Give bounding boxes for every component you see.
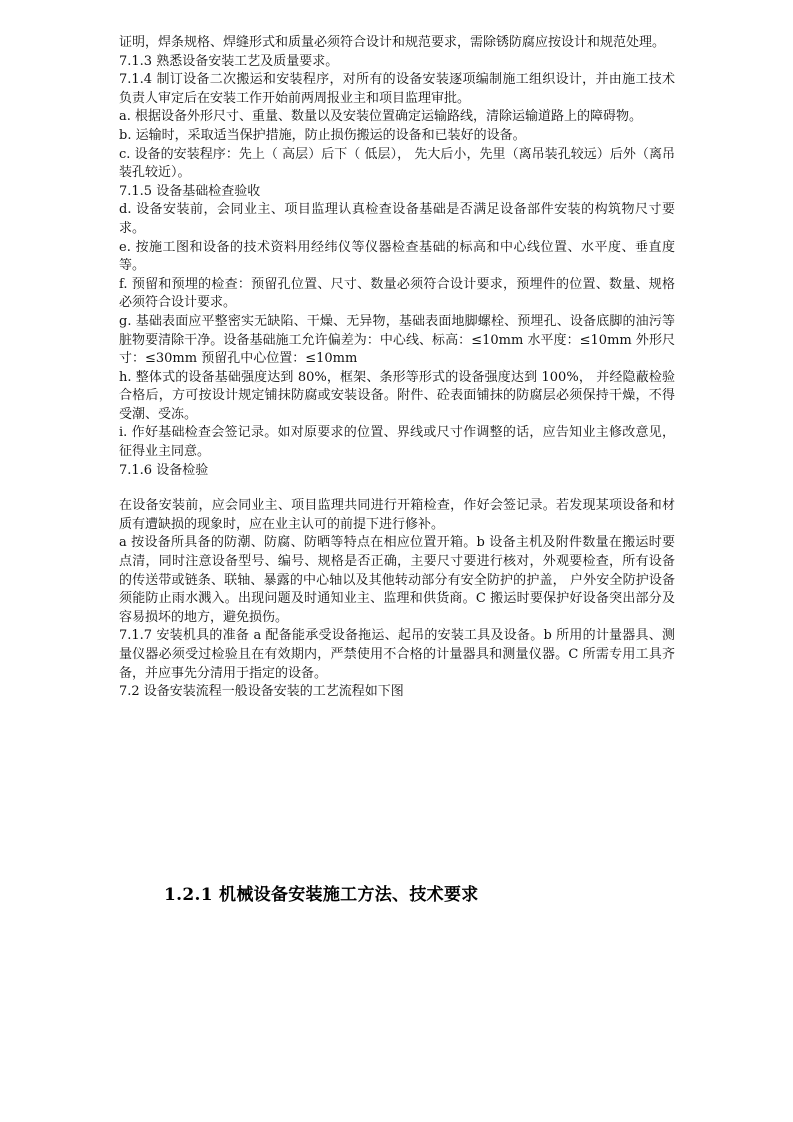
blank-line bbox=[119, 480, 675, 497]
paragraph-9: e. 按施工图和设备的技术资料用经纬仪等仪器检查基础的标高和中心线位置、水平度、垂直度等。 bbox=[119, 239, 675, 274]
paragraph-7: 7.1.5 设备基础检查验收 bbox=[119, 183, 261, 199]
paragraph-4: a. 根据设备外形尺寸、重量、数量以及安装位置确定运输路线，清除运输道路上的障碍物。 bbox=[119, 109, 643, 125]
paragraph-1: 证明，焊条规格、焊缝形式和质量必须符合设计和规范要求，需除锈防腐应按设计和规范处理。 bbox=[119, 35, 666, 50]
paragraph-11: g. 基础表面应平整密实无缺陷、干燥、无异物，基础表面地脚螺栓、预埋孔、设备底脚的油污等脏物要清除干净。设备基础施工允许偏差为：中心线、标高：≤10mm 水平度：≤10mm 外形尺寸：≤30mm 预留孔中心位置：≤10mm bbox=[119, 313, 675, 367]
paragraph-16: 在设备安装前，应会同业主、项目监理共同进行开箱检查，作好会签记录。若发现某项设备和材质有遭缺损的现象时，应在业主认可的前提下进行修补。 bbox=[119, 498, 675, 532]
paragraph-18: 7.1.7 安装机具的准备 a 配备能承受设备拖运、起吊的安装工具及设备。b 所用的计量器具、测量仪器必须受过检验且在有效期内，严禁使用不合格的计量器具和测量仪器。C 所需专用工具齐备，并应事先分清用于指定的设备。 bbox=[119, 628, 675, 681]
paragraph-6: c. 设备的安装程序：先上（ 高层）后下（ 低层）， 先大后小，先里（离吊装孔较远）后外（离吊装孔较近）。 bbox=[119, 146, 675, 181]
document-body bbox=[119, 34, 675, 702]
section-heading: 1.2.1 机械设备安装施工方法、技术要求 bbox=[164, 885, 479, 905]
paragraph-14: 7.1.6 设备检验 bbox=[119, 462, 209, 478]
paragraph-19: 7.2 设备安装流程一般设备安装的工艺流程如下图 bbox=[119, 684, 404, 700]
paragraph-2: 7.1.3 熟悉设备安装工艺及质量要求。 bbox=[119, 53, 339, 69]
paragraph-8: d. 设备安装前，会同业主、项目监理认真检查设备基础是否满足设备部件安装的构筑物尺寸要求。 bbox=[119, 202, 675, 236]
paragraph-10: f. 预留和预埋的检查：预留孔位置、尺寸、数量必须符合设计要求，预埋件的位置、数量、规格必须符合设计要求。 bbox=[119, 276, 675, 311]
paragraph-17: a 按设备所具备的防潮、防腐、防晒等特点在相应位置开箱。b 设备主机及附件数量在搬运时要点清，同时注意设备型号、编号、规格是否正确，主要尺寸要进行核对，外观要检查，所有设备的传送带或链条、联轴、暴露的中心轴以及其他转动部分有安全防护的护盖， 户外安全防护设备须能防止雨水溅入。出现问题及时通知业主、监理和供货商。C 搬运时要保护好设备突出部分及容易损坏的地方，避免损伤。 bbox=[119, 535, 675, 625]
paragraph-5: b. 运输时，采取适当保护措施，防止损伤搬运的设备和已装好的设备。 bbox=[119, 127, 526, 143]
paragraph-13: i. 作好基础检查会签记录。如对原要求的位置、界线或尺寸作调整的话，应告知业主修改意见，征得业主同意。 bbox=[119, 425, 675, 460]
paragraph-3: 7.1.4 制订设备二次搬运和安装程序，对所有的设备安装逐项编制施工组织设计，并由施工技术负责人审定后在安装工作开始前两周报业主和项目监理审批。 bbox=[119, 72, 675, 106]
paragraph-12: h. 整体式的设备基础强度达到 80%，框架、条形等形式的设备强度达到 100%， 并经隐蔽检验合格后，方可按设计规定铺抹防腐或安装设备。附件、砼表面铺抹的防腐层必须保持干燥，不得受潮、受冻。 bbox=[119, 369, 675, 422]
